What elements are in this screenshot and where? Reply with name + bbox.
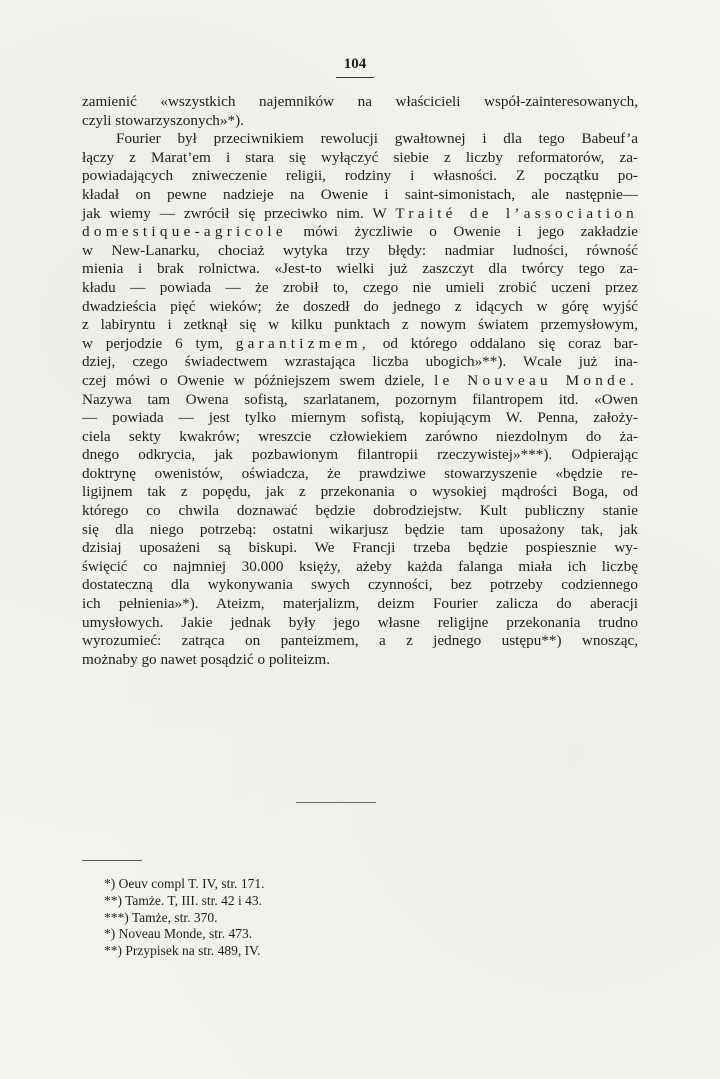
text-line: umysłowych. Jakie jednak były jego własne religijne przekonania trudno xyxy=(82,613,638,631)
page-number: 104 xyxy=(343,56,367,72)
text-line: dostateczną dla wykonywania swych czynności, bez potrzeby codziennego xyxy=(82,576,638,594)
footnote: *) Noveau Monde, str. 473. xyxy=(104,926,253,942)
text-line: czyli stowarzyszonych»*). xyxy=(82,111,244,129)
text-line: Fourier był przeciwnikiem rewolucji gwałtownej i dla tego Babeuf’a xyxy=(116,130,638,148)
text-line: powiadających zniweczenie religii, rodziny i własności. Z początku po- xyxy=(82,167,638,185)
text-segment: czej mówi o Owenie w późniejszem swem dziele, xyxy=(82,371,425,389)
text-line: święcić co najmniej 30.000 księży, ażeby każda falanga miała ich liczbę xyxy=(82,557,638,575)
emphasized-title: domestique-agricole xyxy=(82,223,287,241)
text-line: ligijnem tak z popędu, jak z przekonania o wysokiej mądrości Boga, od xyxy=(82,483,638,501)
emphasized-term: garantizmem, xyxy=(235,334,370,352)
text-line: w New-Lanarku, chociaż wytyka trzy błędy: nadmiar ludności, równość xyxy=(82,241,638,259)
emphasized-title: Traité de l’association xyxy=(395,204,638,222)
text-line: którego co chwila doznawać będzie dobrodziejstw. Kult publiczny stanie xyxy=(82,502,638,520)
text-line: mienia i brak rolnictwa. «Jest-to wielki już zaszczyt dla twórcy tego za- xyxy=(82,260,638,278)
footnotes xyxy=(104,876,265,960)
footnote: **) Przypisek na str. 489, IV. xyxy=(104,943,261,959)
text-segment: od którego oddalano się coraz bar- xyxy=(382,334,639,352)
text-line xyxy=(82,372,638,391)
text-line: się dla niego potrzebą: ostatni wikarjusz będzie tam uposażony tak, jak xyxy=(82,520,638,538)
text-segment: mówi życzliwie o Owenie i jego zakładzie xyxy=(303,223,638,241)
text-line: ich pełnienia»*). Ateizm, materjalizm, deizm Fourier zalicza do aberacji xyxy=(82,595,638,613)
text-line: kładu — powiada — że zrobił to, czego nie umieli zrobić uczeni przez xyxy=(82,278,638,296)
text-line xyxy=(82,223,638,242)
footnote: ***) Tamże, str. 370. xyxy=(104,909,218,925)
text-line: dwadzieścia pięć wieków; że doszedł do jednego z idących w górę wyjść xyxy=(82,297,638,315)
text-line: dziej, czego świadectwem wzrastająca liczba ubogich»**). Wcale już ina- xyxy=(82,353,638,371)
text-line: dzisiaj uposażeni są biskupi. We Francji trzeba będzie pospiesznie wy- xyxy=(82,539,638,557)
footnote: *) Oeuv compl T. IV, str. 171. xyxy=(104,876,265,891)
section-divider xyxy=(296,802,376,803)
text-line: z labiryntu i zetknął się w kilku punktach z nowym światem przemysłowym, xyxy=(82,316,638,334)
page-number-underline xyxy=(336,77,374,78)
text-line: — powiada — jest tylko miernym sofistą, kopiującym W. Penna, założy- xyxy=(82,409,638,427)
text-line: ciela sekty kwakrów; wreszcie człowiekiem zarówno niezdolnym do ża- xyxy=(82,427,638,445)
text-line xyxy=(82,205,638,224)
text-line: łączy z Marat’em i stara się wyłączyć siebie z liczby reformatorów, za- xyxy=(82,148,638,166)
text-segment: w perjodzie 6 tym, xyxy=(82,334,223,352)
text-line: Nazywa tam Owena sofistą, szarlatanem, pozornym filantropem itd. «Owen xyxy=(82,390,638,408)
text-line: zamienić «wszystkich najemników na właścicieli współ-zainteresowanych, xyxy=(82,93,638,110)
text-line xyxy=(82,335,638,354)
text-line: wyrozumieć: zatrąca on panteizmem, a z jednego ustępu**) wnosząc, xyxy=(82,632,638,650)
body-text xyxy=(82,93,638,669)
footnote-separator xyxy=(82,860,142,861)
footnote: **) Tamże. T, III. str. 42 i 43. xyxy=(104,892,263,908)
text-line: możnaby go nawet posądzić o politeizm. xyxy=(82,650,330,668)
text-segment: jak wiemy — zwrócił się przeciwko nim. W xyxy=(82,204,387,222)
text-line: dnego odkrycia, jak pozbawionym filantropii rzeczywistej»***). Odpierając xyxy=(82,446,638,464)
text-line: doktrynę owenistów, oświadcza, że prawdziwe stowarzyszenie «będzie re- xyxy=(82,464,638,482)
emphasized-title: le Nouveau Monde. xyxy=(434,371,638,389)
text-line: kładał on pewne nadzieje na Owenie i saint-simonistach, ale następnie— xyxy=(82,185,638,203)
